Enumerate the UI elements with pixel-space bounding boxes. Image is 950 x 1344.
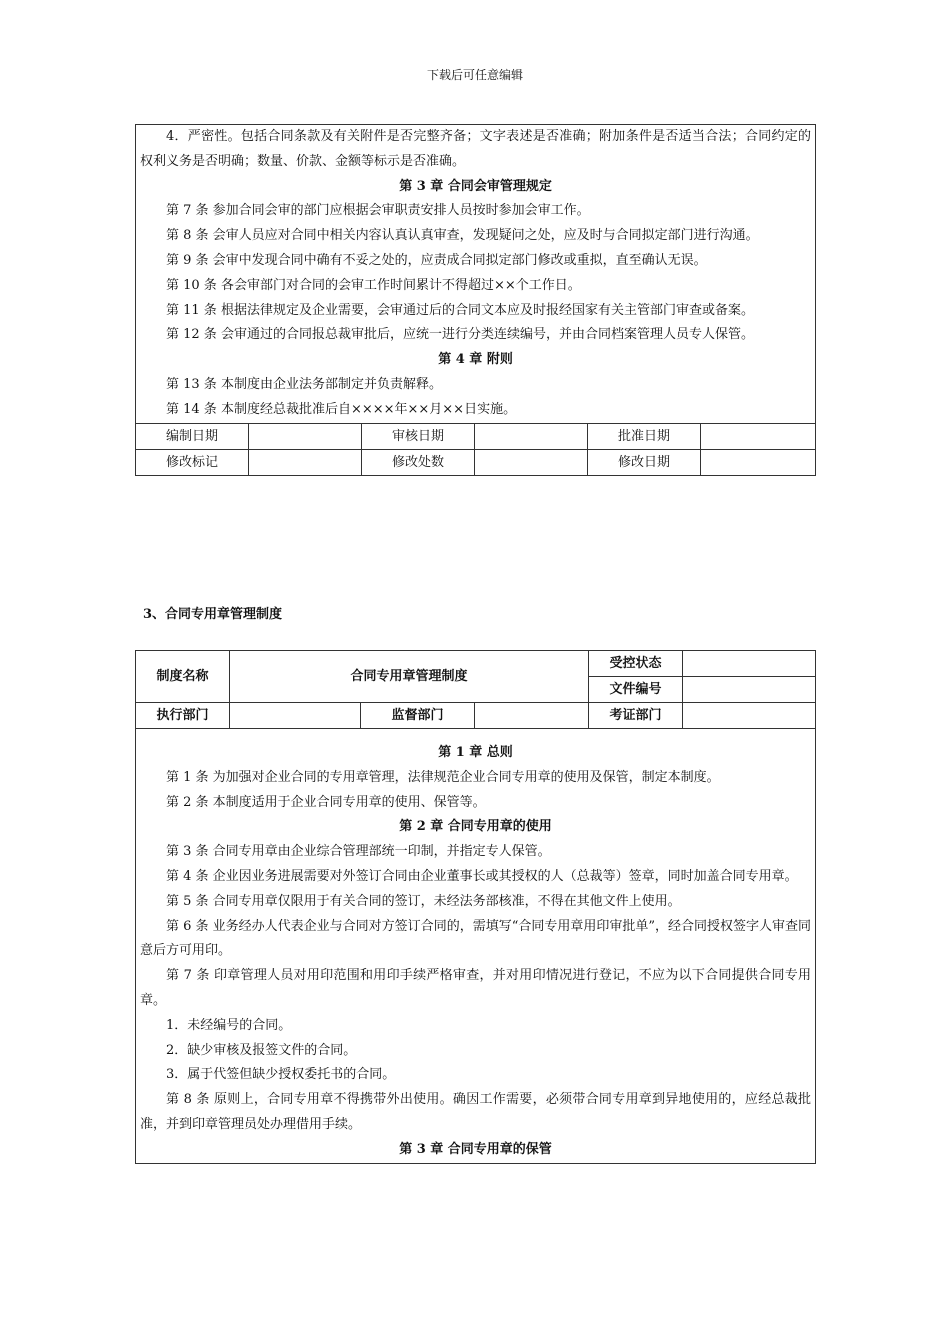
approved-date-label: 批准日期: [588, 423, 701, 449]
article-paragraph: 1．未经编号的合同。: [166, 1017, 292, 1033]
regulation-body-1: [136, 125, 816, 424]
article-paragraph: 第 8 条 原则上，合同专用章不得携带外出使用。确因工作需要，必须带合同专用章到异地使用的，应经总裁批准，并到印章管理员处办理借用手续。: [140, 1092, 812, 1132]
article-paragraph: 2．缺少审核及报签文件的合同。: [166, 1042, 357, 1058]
revision-date-label: 修改日期: [588, 449, 701, 475]
footer-row-dates: [136, 423, 816, 449]
controlled-status-value[interactable]: [683, 651, 816, 677]
regulation-table-2: [135, 650, 816, 1164]
page-header: 下载后可任意编辑: [426, 68, 523, 82]
exec-dept-label: 执行部门: [136, 703, 230, 729]
regulation-name-label: 制度名称: [136, 651, 230, 703]
chapter-heading: 第 4 章 附则: [438, 352, 513, 368]
chapter-heading: 第 2 章 合同专用章的使用: [399, 819, 552, 835]
article-paragraph: 第 7 条 印章管理人员对用印范围和用印手续严格审查，并对用印情况进行登记，不应为以下合同提供合同专用章。: [140, 968, 812, 1008]
prepared-date-value[interactable]: [249, 423, 362, 449]
article-paragraph: 第 13 条 本制度由企业法务部制定并负责解释。: [166, 376, 442, 392]
article-paragraph: 第 8 条 会审人员应对合同中相关内容认真认真审查，发现疑问之处，应及时与合同拟定部门进行沟通。: [166, 228, 759, 244]
article-paragraph: 第 14 条 本制度经总裁批准后自××××年××月××日实施。: [166, 401, 517, 417]
article-paragraph: 第 9 条 会审中发现合同中确有不妥之处的，应责成合同拟定部门修改或重拟，直至确认无误。: [166, 252, 707, 268]
article-paragraph: 第 5 条 合同专用章仅限用于有关合同的签订，未经法务部核准，不得在其他文件上使用。: [166, 893, 681, 909]
controlled-status-label: 受控状态: [589, 651, 683, 677]
reviewed-date-label: 审核日期: [362, 423, 475, 449]
reviewed-date-value[interactable]: [475, 423, 588, 449]
approved-date-value[interactable]: [701, 423, 816, 449]
article-paragraph: 第 6 条 业务经办人代表企业与合同对方签订合同的，需填写“合同专用章用印审批单”，经合同授权签字人审查同意后方可用印。: [140, 918, 812, 959]
article-paragraph: 第 12 条 会审通过的合同报总裁审批后，应统一进行分类连续编号，并由合同档案管理人员专人保管。: [166, 327, 754, 343]
article-paragraph: 第 3 条 合同专用章由企业综合管理部统一印制，并指定专人保管。: [166, 844, 551, 860]
article-paragraph: 第 4 条 企业因业务进展需要对外签订合同由企业董事长或其授权的人（总裁等）签章，同时加盖合同专用章。: [166, 868, 798, 884]
regulation-body-2: [136, 729, 816, 1164]
article-paragraph: 4．严密性。包括合同条款及有关附件是否完整齐备；文字表述是否准确；附加条件是否适当合法；合同约定的权利义务是否明确；数量、价款、金额等标示是否准确。: [140, 129, 812, 169]
section-title: 3、合同专用章管理制度: [143, 607, 283, 622]
revision-date-value[interactable]: [701, 449, 816, 475]
article-paragraph: 第 10 条 各会审部门对合同的会审工作时间累计不得超过××个工作日。: [166, 277, 581, 293]
chapter-heading: 第 3 章 合同专用章的保管: [399, 1141, 552, 1157]
footer-row-revisions: [136, 449, 816, 475]
verify-dept-value[interactable]: [683, 703, 816, 729]
supervise-dept-label: 监督部门: [361, 703, 475, 729]
revision-mark-value[interactable]: [249, 449, 362, 475]
prepared-date-label: 编制日期: [136, 423, 249, 449]
article-paragraph: 第 11 条 根据法律规定及企业需要，会审通过后的合同文本应及时报经国家有关主管部门审查或备案。: [166, 302, 754, 318]
verify-dept-label: 考证部门: [589, 703, 683, 729]
article-paragraph: 3．属于代签但缺少授权委托书的合同。: [166, 1067, 396, 1083]
chapter-table-1: [135, 124, 816, 476]
article-paragraph: 第 2 条 本制度适用于企业合同专用章的使用、保管等。: [166, 794, 486, 810]
file-number-value[interactable]: [683, 677, 816, 703]
regulation-name-value: 合同专用章管理制度: [230, 651, 589, 703]
exec-dept-value[interactable]: [230, 703, 361, 729]
revision-count-value[interactable]: [475, 449, 588, 475]
revision-mark-label: 修改标记: [136, 449, 249, 475]
article-paragraph: 第 1 条 为加强对企业合同的专用章管理，法律规范企业合同专用章的使用及保管，制定本制度。: [166, 769, 720, 785]
chapter-heading: 第 3 章 合同会审管理规定: [399, 178, 552, 194]
article-paragraph: 第 7 条 参加合同会审的部门应根据会审职责安排人员按时参加会审工作。: [166, 203, 590, 219]
chapter-heading: 第 1 章 总则: [438, 745, 513, 760]
file-number-label: 文件编号: [589, 677, 683, 703]
revision-count-label: 修改处数: [362, 449, 475, 475]
supervise-dept-value[interactable]: [475, 703, 589, 729]
